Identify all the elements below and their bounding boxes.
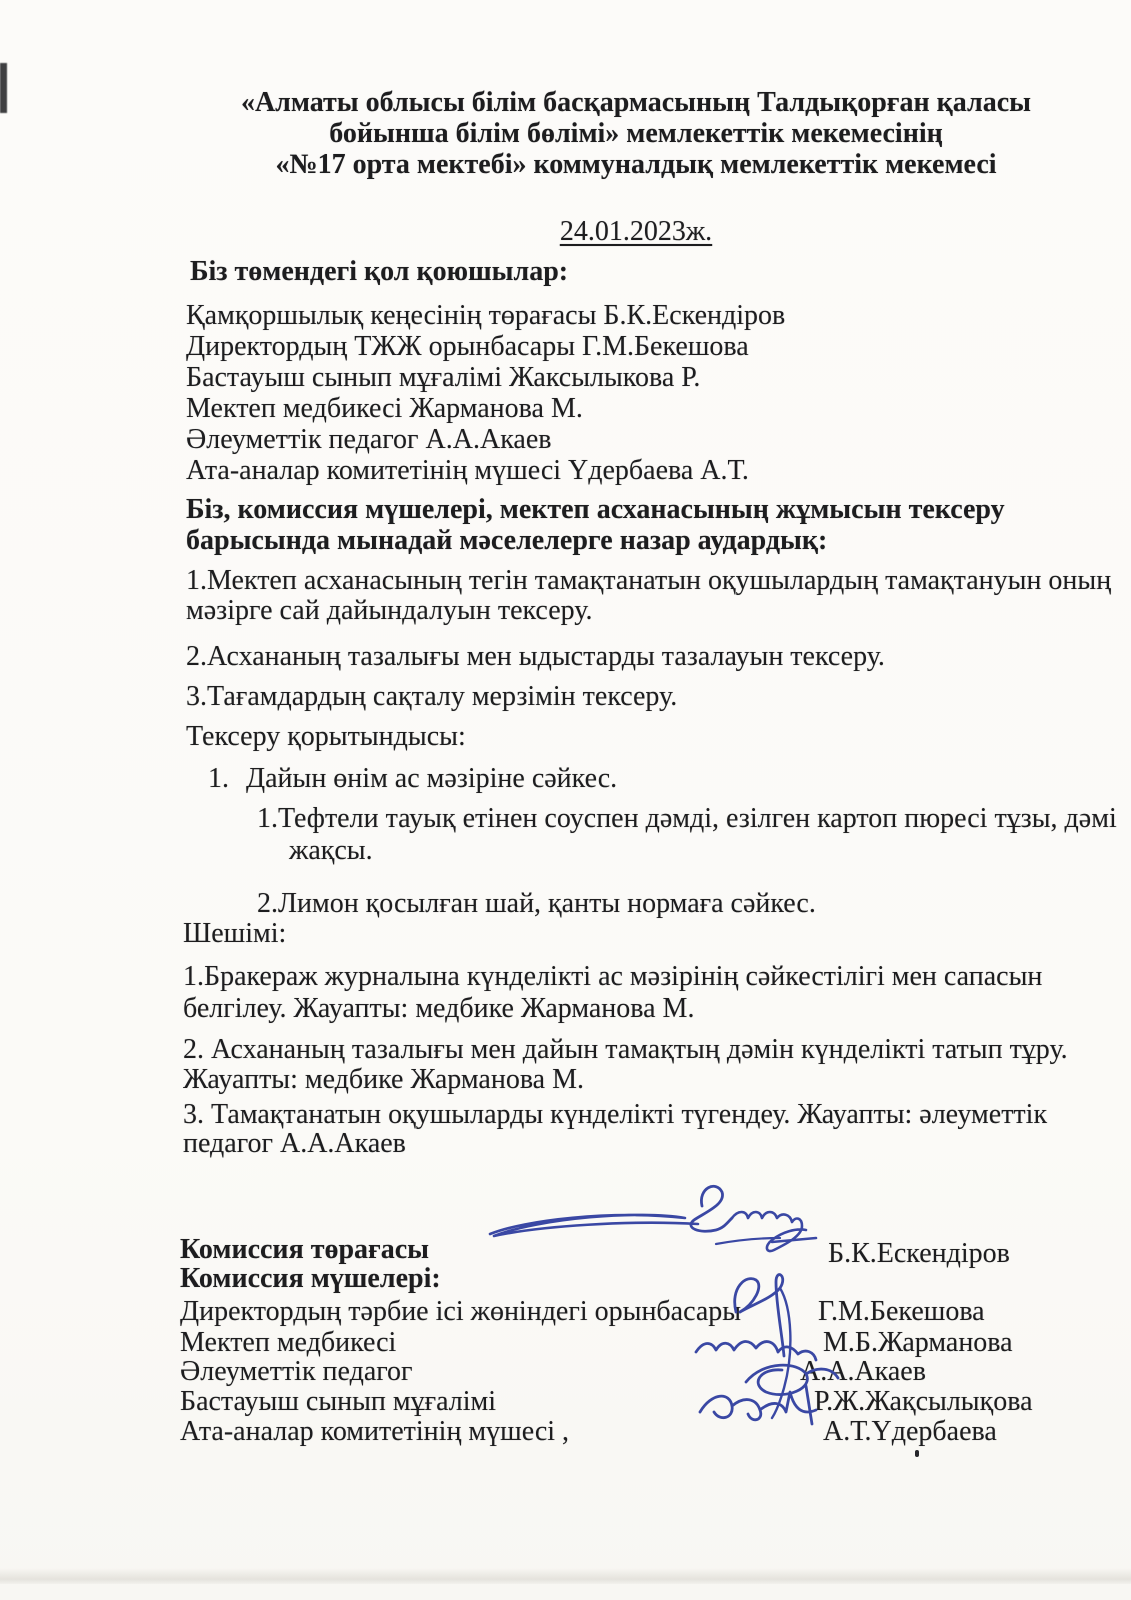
signatory-line: Мектеп медбикесі Жарманова М.: [186, 393, 583, 424]
decision-heading: Шешімі:: [183, 918, 287, 949]
org-title-line: бойынша білім бөлімі» мемлекеттік мекемесінің: [329, 118, 943, 149]
scan-speck-artifact: [915, 1450, 919, 1457]
member-role: Бастауыш сынып мұғалімі: [180, 1386, 497, 1417]
result-item-text: Дайын өнім ас мәзіріне сәйкес.: [246, 763, 618, 794]
signatory-line: Ата-аналар комитетінің мүшесі Үдербаева А.Т.: [186, 455, 749, 486]
member-name: А.Т.Үдербаева: [823, 1416, 997, 1447]
member-role: Ата-аналар комитетінің мүшесі ,: [180, 1416, 570, 1447]
member-name: Г.М.Бекешова: [818, 1296, 985, 1327]
signature-stroke: [696, 1342, 816, 1361]
decision-item-line: 2. Асхананың тазалығы мен дайын тамақтың дәмін күнделікті татып тұру.: [183, 1034, 1068, 1065]
inspection-item-line: 2.Асхананың тазалығы мен ыдыстарды тазалауын тексеру.: [186, 641, 885, 672]
inspection-item-line: 3.Тағамдардың сақталу мерзімін тексеру.: [186, 681, 678, 712]
signature-stroke: [746, 1365, 838, 1394]
result-subitem-line: жақсы.: [289, 835, 373, 866]
result-subitem-line: 1.Тефтели тауық етінен соуспен дәмді, езілген картоп пюресі тұзы, дәмі: [257, 803, 1117, 834]
signatory-line: Директордың ТЖЖ орынбасары Г.М.Бекешова: [186, 331, 749, 362]
member-role: Әлеуметтік педагог: [180, 1356, 413, 1387]
members-label: Комиссия мүшелері:: [180, 1263, 441, 1294]
member-signatures: [688, 1260, 893, 1428]
member-role: Мектеп медбикесі: [180, 1327, 397, 1358]
decision-item-line: Жауапты: медбике Жарманова М.: [183, 1064, 584, 1095]
document-date: 24.01.2023ж.: [559, 216, 713, 247]
member-name: А.А.Акаев: [800, 1356, 926, 1387]
chairman-name: Б.К.Ескендіров: [828, 1238, 1010, 1269]
decision-item-line: 1.Бракераж журналына күнделікті ас мәзірінің сәйкестілігі мен сапасын: [183, 961, 1043, 992]
member-name: Р.Ж.Жақсылықова: [814, 1386, 1033, 1417]
statement-line: барысында мынадай мәселелерге назар аудардық:: [186, 525, 828, 556]
scan-bottom-smudge: [0, 1568, 1131, 1584]
decision-item-line: 3. Тамақтанатын оқушыларды күнделікті түгендеу. Жауапты: әлеуметтік: [183, 1099, 1048, 1130]
chairman-label: Комиссия төрағасы: [180, 1234, 430, 1265]
decision-item-line: педагог А.А.Акаев: [183, 1128, 406, 1159]
member-role: Директордың тәрбие ісі жөніндегі орынбасары: [180, 1296, 742, 1327]
scan-edge-artifact: [0, 63, 7, 113]
results-heading: Тексеру қорытындысы:: [186, 721, 466, 752]
signatory-line: Бастауыш сынып мұғалімі Жаксылыкова Р.: [186, 362, 701, 393]
signatory-line: Қамқоршылық кеңесінің төрағасы Б.К.Ескендіров: [186, 300, 786, 331]
inspection-item-line: мәзірге сай дайындалуын тексеру.: [186, 595, 593, 626]
decision-item-line: белгілеу. Жауапты: медбике Жарманова М.: [183, 993, 695, 1024]
signature-stroke: [490, 1215, 698, 1236]
result-subitem-line: 2.Лимон қосылған шай, қанты нормаға сәйкес.: [257, 888, 816, 919]
result-item-marker: 1.: [208, 763, 229, 794]
signature-stroke: [732, 1212, 806, 1251]
signatory-line: Әлеуметтік педагог А.А.Акаев: [186, 424, 552, 455]
org-title-line: «Алматы облысы білім басқармасының Талдықорған қаласы: [240, 87, 1032, 118]
member-name: М.Б.Жарманова: [823, 1327, 1013, 1358]
statement-line: Біз, комиссия мүшелері, мектеп асханасының жұмысын тексеру: [186, 494, 1005, 525]
signatories-intro: Біз төмендегі қол қоюшылар:: [190, 256, 569, 287]
org-title-line: «№17 орта мектебі» коммуналдық мемлекеттік мекемесі: [275, 149, 997, 180]
inspection-item-line: 1.Мектеп асханасының тегін тамақтанатын оқушылардың тамақтануын оның: [186, 565, 1112, 596]
chairman-signature: [480, 1172, 825, 1272]
